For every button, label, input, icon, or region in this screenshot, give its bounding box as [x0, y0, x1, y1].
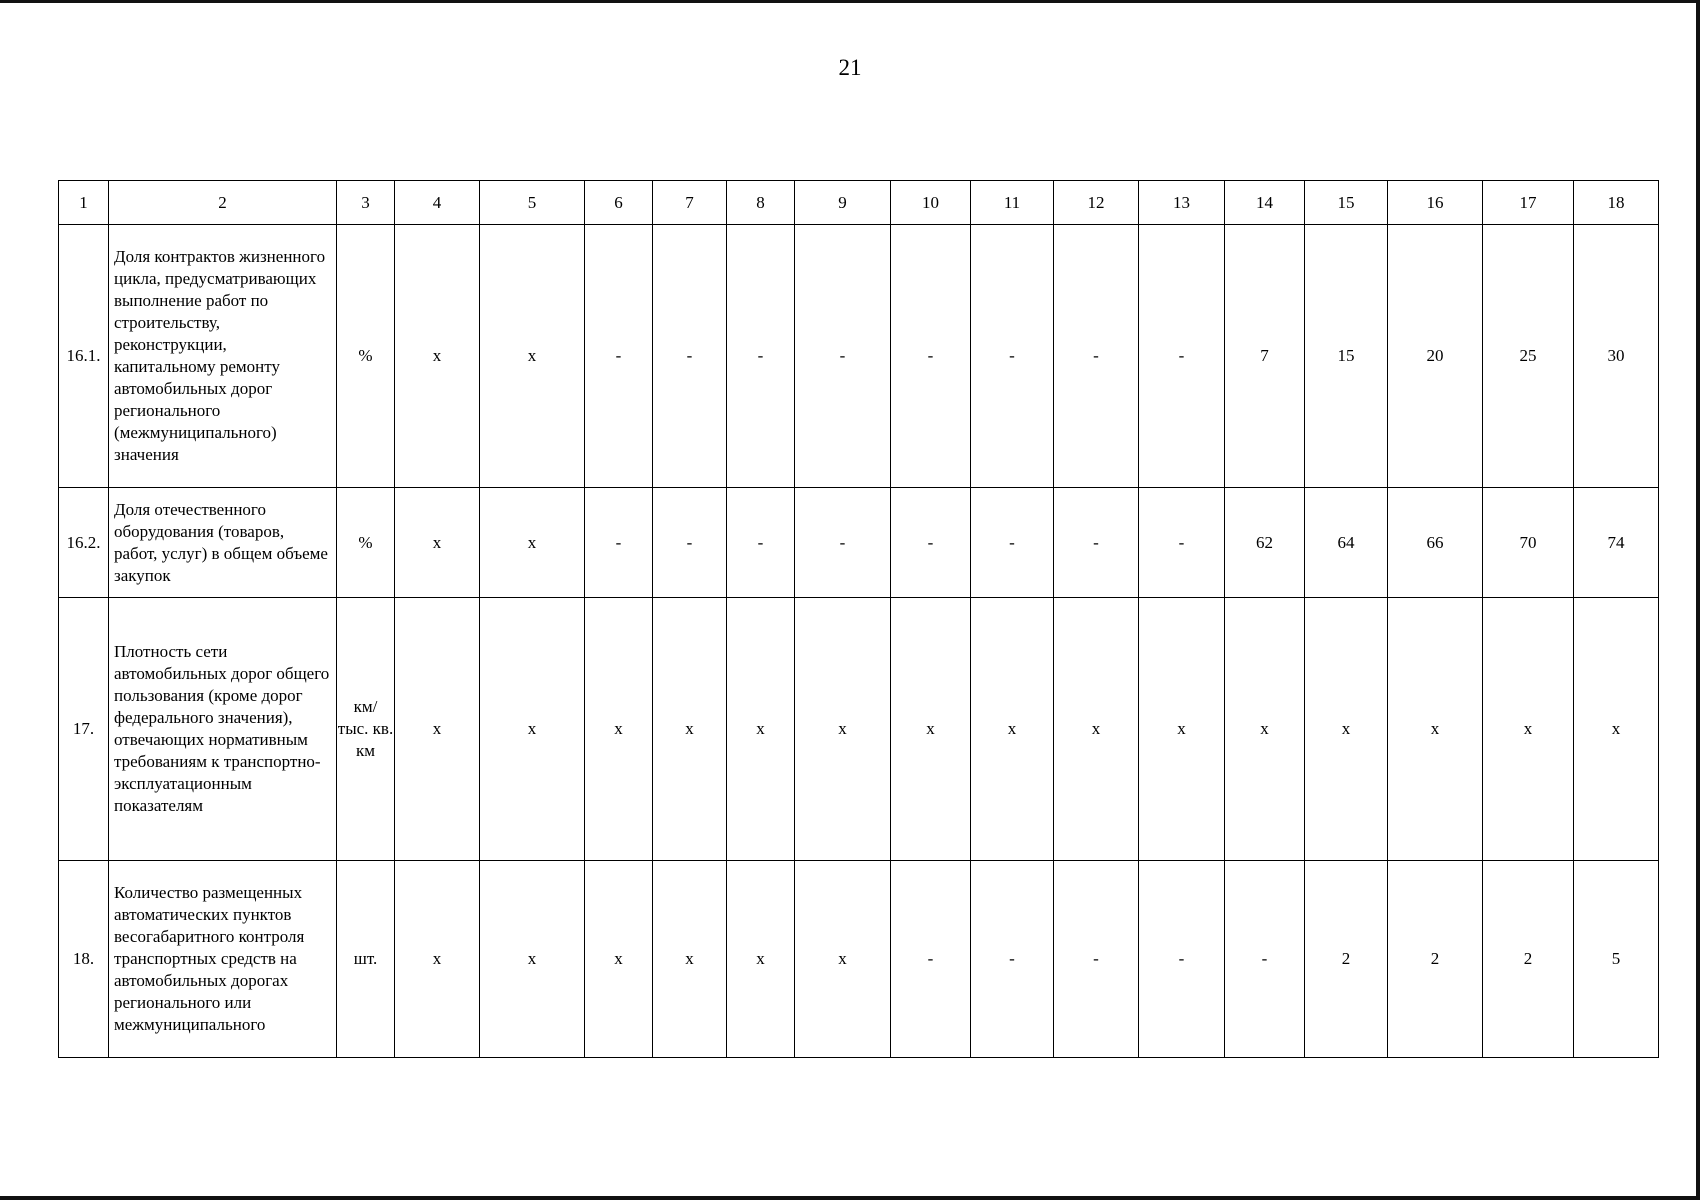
- value-cell: -: [971, 225, 1054, 488]
- header-cell: 1: [59, 181, 109, 225]
- table-row: [59, 488, 1659, 598]
- header-cell: 3: [337, 181, 395, 225]
- value-cell: х: [480, 225, 585, 488]
- header-cell: 11: [971, 181, 1054, 225]
- header-cell: 9: [795, 181, 891, 225]
- value-cell: -: [1139, 488, 1225, 598]
- value-cell: -: [1054, 225, 1139, 488]
- scan-edge-bottom: [0, 1196, 1700, 1200]
- header-cell: 2: [109, 181, 337, 225]
- table-row: [59, 598, 1659, 861]
- unit-cell: %: [337, 225, 395, 488]
- table-row: [59, 225, 1659, 488]
- value-cell: 7: [1225, 225, 1305, 488]
- value-cell: х: [1225, 598, 1305, 861]
- value-cell: -: [1054, 861, 1139, 1058]
- header-cell: 12: [1054, 181, 1139, 225]
- value-cell: -: [1225, 861, 1305, 1058]
- value-cell: х: [395, 488, 480, 598]
- value-cell: 25: [1483, 225, 1574, 488]
- value-cell: х: [795, 598, 891, 861]
- row-number: 18.: [59, 861, 109, 1058]
- indicator-name: Доля контрактов жизненного цикла, предусматривающих выполнение работ по строительству, реконструкции, капитальному ремонту автомобильных дорог регионального (межмуниципального) значения: [109, 225, 337, 488]
- header-cell: 17: [1483, 181, 1574, 225]
- value-cell: 5: [1574, 861, 1659, 1058]
- header-cell: 14: [1225, 181, 1305, 225]
- row-number: 16.1.: [59, 225, 109, 488]
- header-cell: 15: [1305, 181, 1388, 225]
- scan-edge-top: [0, 0, 1700, 3]
- header-cell: 7: [653, 181, 727, 225]
- unit-cell: шт.: [337, 861, 395, 1058]
- value-cell: 2: [1483, 861, 1574, 1058]
- value-cell: -: [891, 488, 971, 598]
- row-number: 17.: [59, 598, 109, 861]
- value-cell: 15: [1305, 225, 1388, 488]
- value-cell: х: [1574, 598, 1659, 861]
- value-cell: х: [1139, 598, 1225, 861]
- row-number: 16.2.: [59, 488, 109, 598]
- header-cell: 16: [1388, 181, 1483, 225]
- value-cell: -: [795, 488, 891, 598]
- table-header-row: [59, 181, 1659, 225]
- value-cell: 30: [1574, 225, 1659, 488]
- value-cell: 66: [1388, 488, 1483, 598]
- value-cell: -: [971, 488, 1054, 598]
- value-cell: 70: [1483, 488, 1574, 598]
- value-cell: х: [480, 598, 585, 861]
- indicator-name: Плотность сети автомобильных дорог общего пользования (кроме дорог федерального значения), отвечающих нормативным требованиям к транспортно-эксплуатационным показателям: [109, 598, 337, 861]
- value-cell: х: [585, 598, 653, 861]
- value-cell: -: [1139, 861, 1225, 1058]
- value-cell: х: [395, 598, 480, 861]
- value-cell: х: [727, 598, 795, 861]
- value-cell: 64: [1305, 488, 1388, 598]
- value-cell: х: [1305, 598, 1388, 861]
- value-cell: х: [891, 598, 971, 861]
- value-cell: х: [1483, 598, 1574, 861]
- value-cell: -: [971, 861, 1054, 1058]
- value-cell: х: [480, 488, 585, 598]
- value-cell: -: [727, 225, 795, 488]
- value-cell: -: [585, 488, 653, 598]
- indicators-table: [58, 180, 1659, 1058]
- value-cell: -: [891, 225, 971, 488]
- value-cell: -: [891, 861, 971, 1058]
- value-cell: х: [585, 861, 653, 1058]
- value-cell: -: [727, 488, 795, 598]
- value-cell: х: [395, 861, 480, 1058]
- value-cell: -: [585, 225, 653, 488]
- value-cell: -: [1139, 225, 1225, 488]
- value-cell: -: [1054, 488, 1139, 598]
- unit-cell: км/ тыс. кв. км: [337, 598, 395, 861]
- value-cell: х: [395, 225, 480, 488]
- value-cell: -: [653, 225, 727, 488]
- scan-edge-right: [1696, 0, 1700, 1200]
- value-cell: х: [480, 861, 585, 1058]
- value-cell: 20: [1388, 225, 1483, 488]
- value-cell: х: [1388, 598, 1483, 861]
- value-cell: х: [653, 861, 727, 1058]
- indicator-name: Доля отечественного оборудования (товаров, работ, услуг) в общем объеме закупок: [109, 488, 337, 598]
- value-cell: х: [795, 861, 891, 1058]
- header-cell: 13: [1139, 181, 1225, 225]
- table-row: [59, 861, 1659, 1058]
- value-cell: х: [971, 598, 1054, 861]
- value-cell: х: [653, 598, 727, 861]
- value-cell: х: [1054, 598, 1139, 861]
- value-cell: -: [795, 225, 891, 488]
- header-cell: 10: [891, 181, 971, 225]
- value-cell: -: [653, 488, 727, 598]
- page-number: 21: [838, 55, 862, 80]
- indicator-name: Количество размещенных автоматических пунктов весогабаритного контроля транспортных средств на автомобильных дорогах регионального или межмуниципального: [109, 861, 337, 1058]
- unit-cell: %: [337, 488, 395, 598]
- value-cell: 74: [1574, 488, 1659, 598]
- value-cell: 2: [1388, 861, 1483, 1058]
- header-cell: 5: [480, 181, 585, 225]
- header-cell: 18: [1574, 181, 1659, 225]
- value-cell: 62: [1225, 488, 1305, 598]
- header-cell: 8: [727, 181, 795, 225]
- header-cell: 6: [585, 181, 653, 225]
- header-cell: 4: [395, 181, 480, 225]
- value-cell: 2: [1305, 861, 1388, 1058]
- value-cell: х: [727, 861, 795, 1058]
